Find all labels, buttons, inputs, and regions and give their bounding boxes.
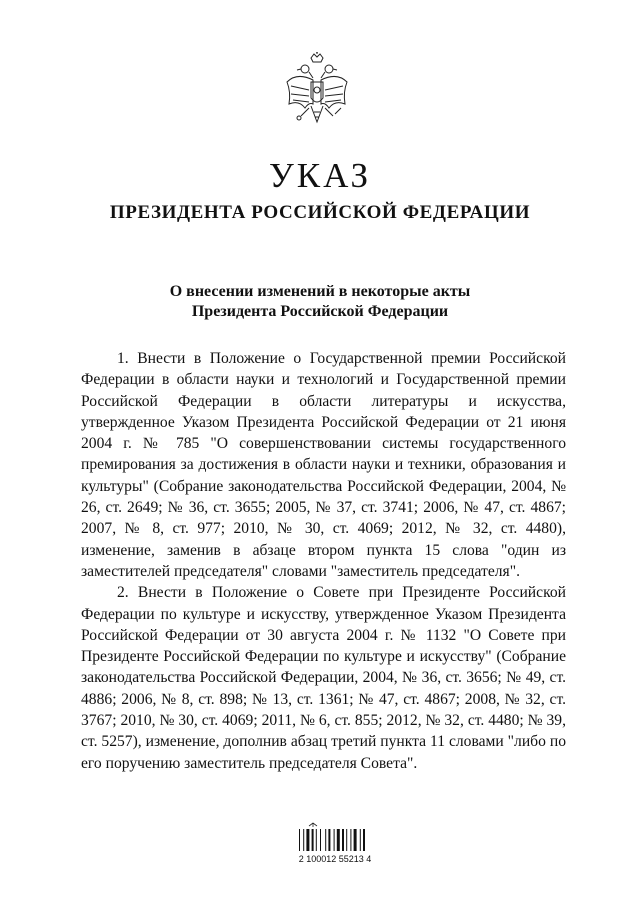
barcode-icon xyxy=(295,822,375,854)
paragraph-2: 2. Внести в Положение о Совете при Президенте Российской Федерации по культуре и искусству, утвержденное Указом Президента Российской Федерации от 30 августа 2004 г. № 1132 "О Совете при Президенте Российской Федерации по культуре и искусству" (Собрание законодательства Российской Федерации, 2004, № 36, ст. 3656; № 49, ст. 4886; 2006, № 8, ст. 898; № 13, ст. 1361; № 47, ст. 4867; 2008, № 32, ст. 3767; 2010, № 30, ст. 4069; 2011, № 6, ст. 855; 2012, № 32, ст. 4480; № 39, ст. 5257), изменение, дополнив абзац третий пункта 11 словами "либо по его поручению заместитель председателя Совета". xyxy=(81,584,566,772)
document-subtitle: ПРЕЗИДЕНТА РОССИЙСКОЙ ФЕДЕРАЦИИ xyxy=(109,202,531,223)
coat-of-arms-icon xyxy=(283,52,351,138)
document-heading xyxy=(0,282,640,322)
heading-line-2: Президента Российской Федерации xyxy=(191,303,449,320)
document-title: УКАЗ xyxy=(268,156,372,195)
barcode-number: 2 100012 55213 4 xyxy=(298,854,372,864)
paragraph-1: 1. Внести в Положение о Государственной премии Российской Федерации в области науки и технологий и Государственной премии Российской Федерации в области литературы и искусства, утвержденное Указом Президента Российской Федерации от 21 июня 2004 г. № 785 "О совершенствовании системы государственного премирования за достижения в области науки и техники, образования и культуры" (Собрание законодательства Российской Федерации, 2004, № 26, ст. 2649; № 36, ст. 3655; 2005, № 37, ст. 3741; 2006, № 47, ст. 4867; 2007, № 8, ст. 977; 2010, № 30, ст. 4069; 2012, № 32, ст. 4480), изменение, заменив в абзаце втором пункта 15 слова "один из заместителей председателя" словами "заместитель председателя". xyxy=(81,350,566,580)
barcode xyxy=(295,822,375,872)
document-body xyxy=(81,348,566,774)
heading-line-1: О внесении изменений в некоторые акты xyxy=(169,283,471,300)
